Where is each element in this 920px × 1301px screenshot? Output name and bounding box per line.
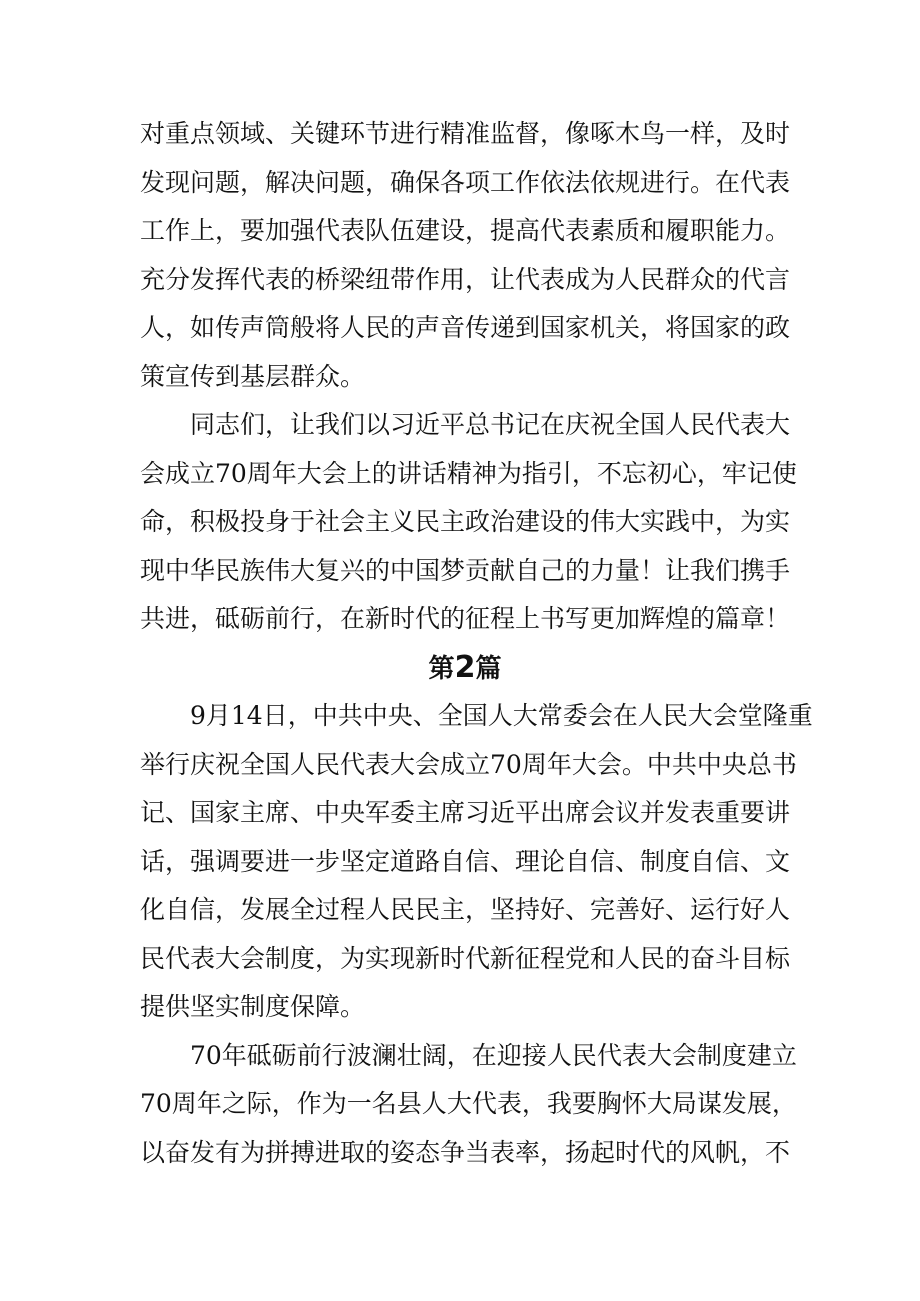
text-line: 化自信，发展全过程人民民主，坚持好、完善好、运行好人: [140, 895, 791, 924]
heading-number: 2: [454, 649, 476, 685]
text-line: 共进，砥砺前行，在新时代的征程上书写更加辉煌的篇章！: [140, 604, 791, 633]
text-line: 策宣传到基层群众。: [140, 361, 366, 391]
heading-suffix: 篇: [475, 653, 502, 684]
text-line: 记、国家主席、中央军委主席习近平出席会议并发表重要讲: [140, 798, 791, 827]
text-line: 民代表大会制度，为实现新时代新征程党和人民的奋斗目标: [140, 943, 791, 973]
text-line: 发现问题，解决问题，确保各项工作依法依规进行。在代表: [140, 167, 791, 197]
text-line: 话，强调要进一步坚定道路自信、理论自信、制度自信、文: [140, 846, 791, 876]
text-line: 同志们，让我们以习近平总书记在庆祝全国人民代表大: [190, 410, 791, 439]
text-line: 充分发挥代表的桥梁纽带作用，让代表成为人民群众的代言: [140, 264, 791, 294]
section-heading: [140, 644, 790, 693]
text-line: 以奋发有为拼搏进取的姿态争当表率，扬起时代的风帆，不: [140, 1137, 791, 1167]
text-line: 现中华民族伟大复兴的中国梦贡献自己的力量！让我们携手: [140, 555, 791, 585]
heading-prefix: 第: [428, 653, 455, 684]
text-line: 70年砥砺前行波澜壮阔，在迎接人民代表大会制度建立: [190, 1040, 797, 1070]
text-line: 70周年之际，作为一名县人大代表，我要胸怀大局谋发展，: [140, 1089, 797, 1118]
text-line: 举行庆祝全国人民代表大会成立70周年大会。中共中央总书: [140, 749, 797, 779]
text-line: 提供坚实制度保障。: [140, 992, 366, 1021]
text-line: 人，如传声筒般将人民的声音传递到国家机关，将国家的政: [140, 313, 791, 342]
text-line: 对重点领域、关键环节进行精准监督，像啄木鸟一样，及时: [140, 119, 791, 148]
text-line: 工作上，要加强代表队伍建设，提高代表素质和履职能力。: [140, 216, 791, 245]
text-line: 9月14日，中共中央、全国人大常委会在人民大会堂隆重: [190, 701, 813, 730]
document-body: [140, 110, 813, 1177]
text-line: 会成立70周年大会上的讲话精神为指引，不忘初心，牢记使: [140, 458, 797, 488]
text-line: 命，积极投身于社会主义民主政治建设的伟大实践中，为实: [140, 507, 791, 536]
